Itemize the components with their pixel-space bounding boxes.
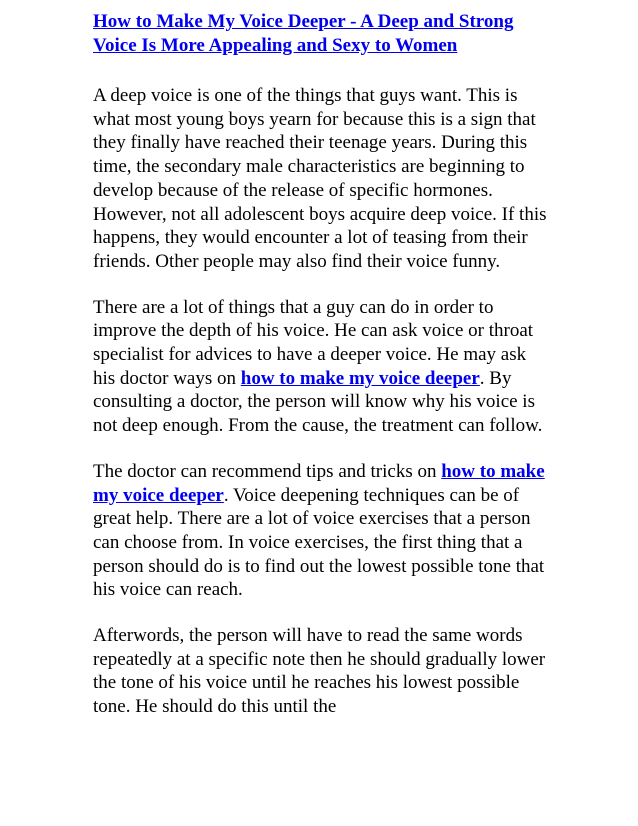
paragraph-3-text-end: . Voice deepening techniques can be of great help. There are a lot of voice exercises that a person can choose from. In voice exercises, the first thing that a person should do is to find out the lowest possible tone that his voice can reach. [93,484,545,601]
article-title-link[interactable]: How to Make My Voice Deeper - A Deep and Strong Voice Is More Appealing and Sexy to Women [93,11,514,56]
voice-deeper-link-1[interactable]: how to make my voice deeper [240,367,480,389]
voice-deeper-link-2[interactable]: how to make my voice deeper [93,460,545,506]
paragraph-2 [93,296,553,438]
paragraph-3-text-start: The doctor can recommend tips and tricks on [93,460,442,482]
paragraph-2-text-end: . By consulting a doctor, the person will know why his voice is not deep enough. From the cause, the treatment can follow. [93,367,543,437]
paragraph-1: A deep voice is one of the things that guys want. This is what most young boys yearn for because this is a sign that they finally have reached their teenage years. During this time, the secondary male characteristics are beginning to develop because of the release of specific hormones. However, not all adolescent boys acquire deep voice. If this happens, they would encounter a lot of teasing from their friends. Other people may also find their voice funny. [93,85,547,272]
paragraph-4: Afterwords, the person will have to read the same words repeatedly at a specific note then he should gradually lower the tone of his voice until he reaches his lowest possible tone. He should do this until the [93,625,546,718]
document-page [93,10,553,719]
paragraph-3 [93,460,553,602]
paragraph-2-text-start: There are a lot of things that a guy can do in order to improve the depth of his voice. He can ask voice or throat specialist for advices to have a deeper voice. He may ask his doctor ways on [93,296,534,389]
